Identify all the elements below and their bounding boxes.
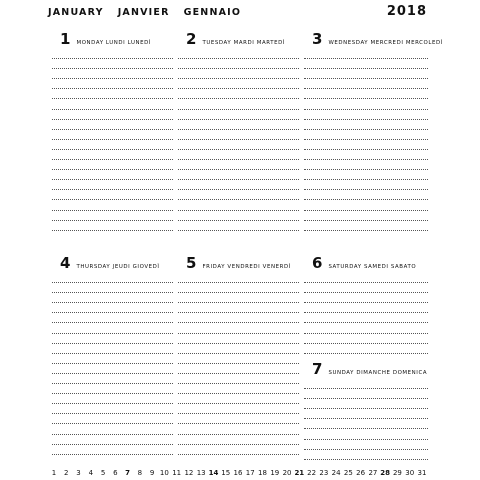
writing-line: [304, 149, 428, 150]
writing-line: [52, 58, 173, 59]
calendar-date: 6: [113, 469, 118, 477]
writing-line: [52, 312, 173, 313]
writing-line: [52, 343, 173, 344]
writing-line: [52, 78, 173, 79]
calendar-date: 12: [184, 469, 194, 477]
writing-line: [178, 373, 299, 374]
writing-line: [52, 139, 173, 140]
day-names: SATURDAY SAMEDI SABATO: [328, 264, 417, 270]
writing-line: [304, 312, 428, 313]
writing-line: [178, 423, 299, 424]
writing-line: [178, 220, 299, 221]
calendar-date: 13: [196, 469, 206, 477]
day-block-tuesday: [178, 30, 299, 235]
writing-line: [178, 343, 299, 344]
writing-line: [304, 449, 428, 450]
writing-line: [178, 149, 299, 150]
writing-line: [304, 88, 428, 89]
writing-line: [304, 199, 428, 200]
writing-line: [178, 58, 299, 59]
writing-line: [178, 210, 299, 211]
writing-line: [52, 179, 173, 180]
day-number: 3: [312, 30, 323, 48]
writing-line: [52, 363, 173, 364]
writing-line: [304, 343, 428, 344]
writing-line: [178, 109, 299, 110]
writing-line: [178, 322, 299, 323]
calendar-date: 4: [88, 469, 94, 477]
calendar-date: 2: [64, 469, 69, 477]
writing-line: [52, 210, 173, 211]
writing-line: [304, 210, 428, 211]
calendar-date: 5: [100, 469, 106, 477]
day-number: 2: [186, 30, 197, 48]
calendar-date: 24: [331, 469, 341, 477]
month-italian: GENNAIO: [183, 7, 242, 18]
writing-line: [52, 220, 173, 221]
day-names: SUNDAY DIMANCHE DOMENICA: [328, 370, 428, 376]
writing-line: [304, 169, 428, 170]
writing-line: [178, 312, 299, 313]
calendar-date: 22: [307, 469, 317, 477]
writing-line: [178, 353, 299, 354]
writing-line: [178, 159, 299, 160]
writing-line: [304, 119, 428, 120]
writing-line: [304, 333, 428, 334]
day-names: WEDNESDAY MERCREDI MERCOLEDÌ: [328, 40, 443, 46]
calendar-date: 31: [417, 469, 427, 477]
writing-line: [304, 129, 428, 130]
writing-line: [52, 383, 173, 384]
writing-line: [52, 353, 173, 354]
calendar-date: 7: [125, 469, 131, 477]
calendar-date: 30: [405, 469, 415, 477]
day-number: 4: [60, 254, 71, 272]
writing-line: [52, 230, 173, 231]
calendar-date: 21: [294, 469, 305, 477]
writing-line: [52, 434, 173, 435]
writing-line: [178, 333, 299, 334]
calendar-date: 28: [380, 469, 391, 477]
calendar-strip: [48, 469, 428, 477]
day-names: FRIDAY VENDREDI VENERDÌ: [202, 264, 291, 270]
calendar-date: 8: [137, 469, 143, 477]
writing-line: [52, 423, 173, 424]
writing-line: [178, 302, 299, 303]
writing-line: [304, 189, 428, 190]
day-number: 5: [186, 254, 197, 272]
writing-line: [304, 439, 428, 440]
day-block-wednesday: [304, 30, 443, 235]
writing-line: [178, 444, 299, 445]
day-block-thursday: [52, 254, 173, 459]
writing-line: [178, 179, 299, 180]
calendar-date: 1: [51, 469, 57, 477]
writing-line: [304, 109, 428, 110]
writing-line: [304, 418, 428, 419]
writing-line: [178, 169, 299, 170]
calendar-date: 23: [319, 469, 329, 477]
writing-line: [304, 230, 428, 231]
writing-line: [52, 88, 173, 89]
writing-line: [178, 292, 299, 293]
day-names: MONDAY LUNDI LUNEDÌ: [76, 40, 152, 46]
writing-line: [304, 322, 428, 323]
writing-line: [52, 333, 173, 334]
writing-line: [304, 179, 428, 180]
writing-line: [52, 129, 173, 130]
month-names: [48, 7, 241, 18]
writing-line: [52, 393, 173, 394]
calendar-date: 19: [270, 469, 280, 477]
writing-line: [52, 169, 173, 170]
writing-line: [52, 444, 173, 445]
calendar-date: 18: [258, 469, 267, 477]
writing-line: [52, 302, 173, 303]
writing-line: [52, 109, 173, 110]
day-block-sunday: [304, 360, 428, 459]
writing-line: [178, 68, 299, 69]
day-block-friday: [178, 254, 299, 459]
writing-line: [178, 383, 299, 384]
writing-line: [178, 403, 299, 404]
year: 2018: [386, 4, 427, 19]
calendar-date: 25: [343, 469, 353, 477]
writing-line: [52, 119, 173, 120]
writing-line: [304, 459, 428, 460]
day-names: THURSDAY JEUDI GIOVEDÌ: [76, 264, 160, 270]
writing-line: [178, 98, 299, 99]
writing-line: [178, 88, 299, 89]
writing-line: [52, 403, 173, 404]
writing-line: [52, 98, 173, 99]
writing-line: [178, 413, 299, 414]
writing-line: [304, 139, 428, 140]
calendar-date: 16: [233, 469, 243, 477]
writing-line: [178, 199, 299, 200]
writing-line: [304, 282, 428, 283]
calendar-date: 15: [221, 469, 231, 477]
month-english: JANUARY: [48, 7, 104, 18]
calendar-date: 3: [76, 469, 81, 477]
writing-line: [304, 159, 428, 160]
writing-line: [178, 119, 299, 120]
writing-line: [178, 393, 299, 394]
writing-line: [304, 353, 428, 354]
day-number: 7: [312, 360, 323, 378]
day-block-saturday: [304, 254, 428, 354]
writing-line: [52, 199, 173, 200]
calendar-date: 17: [245, 469, 255, 477]
writing-line: [52, 189, 173, 190]
writing-line: [178, 363, 299, 364]
writing-line: [52, 149, 173, 150]
writing-line: [52, 454, 173, 455]
writing-line: [52, 322, 173, 323]
writing-line: [304, 58, 428, 59]
writing-line: [52, 373, 173, 374]
writing-line: [304, 220, 428, 221]
day-names: TUESDAY MARDI MARTEDÌ: [202, 40, 286, 46]
calendar-date: 27: [368, 469, 378, 477]
writing-line: [178, 454, 299, 455]
writing-line: [304, 408, 428, 409]
calendar-date: 9: [149, 469, 155, 477]
writing-line: [304, 68, 428, 69]
calendar-date: 29: [392, 469, 402, 477]
calendar-date: 11: [172, 469, 182, 477]
writing-line: [304, 302, 428, 303]
writing-line: [178, 129, 299, 130]
day-number: 1: [60, 30, 71, 48]
calendar-date: 14: [208, 469, 219, 477]
writing-line: [178, 189, 299, 190]
writing-line: [304, 292, 428, 293]
day-block-monday: [52, 30, 173, 235]
writing-line: [52, 282, 173, 283]
writing-line: [52, 292, 173, 293]
calendar-date: 26: [356, 469, 366, 477]
writing-line: [304, 388, 428, 389]
writing-line: [304, 98, 428, 99]
writing-line: [178, 78, 299, 79]
writing-line: [178, 434, 299, 435]
writing-line: [304, 78, 428, 79]
calendar-date: 20: [282, 469, 292, 477]
writing-line: [304, 428, 428, 429]
day-number: 6: [312, 254, 323, 272]
writing-line: [52, 159, 173, 160]
calendar-date: 10: [159, 469, 169, 477]
month-french: JANVIER: [117, 7, 170, 18]
writing-line: [52, 413, 173, 414]
writing-line: [52, 68, 173, 69]
writing-line: [178, 282, 299, 283]
writing-line: [178, 139, 299, 140]
writing-line: [304, 398, 428, 399]
writing-line: [178, 230, 299, 231]
